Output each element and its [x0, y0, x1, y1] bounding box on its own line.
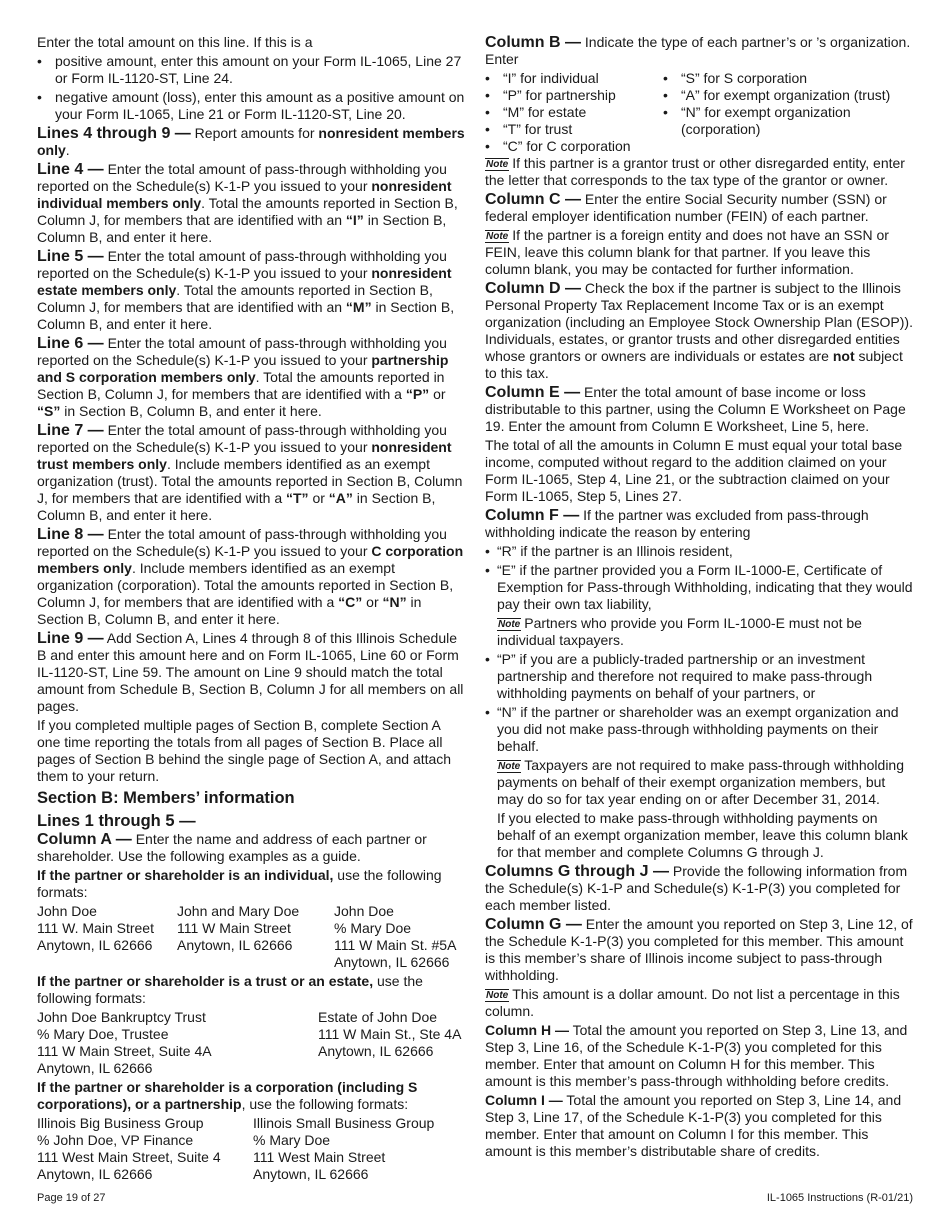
line-6-paragraph: Line 6 — Enter the total amount of pass-through withholding you reported on the Schedule(s) K-1-P you issued to your partnership and S corporation members only. Total the amounts reported in Section B, Column J, for members that are identified with a “P” or “S” in Section B, Column B, and enter it here.	[37, 335, 449, 419]
intro-text: Enter the total amount on this line. If this is a	[37, 34, 313, 50]
line-9-paragraph: Line 9 — Add Section A, Lines 4 through 8 of this Illinois Schedule B and enter this amount here and on Form IL-1065, Line 60 or Form IL-1120-ST, Line 59. The amount on Line 9 should match the total amount from Schedule B, Section B, Column J for all members on all pages.	[37, 630, 464, 714]
section-b-heading: Section B: Members’ information	[37, 789, 295, 807]
column-i-paragraph: Column I — Total the amount you reported on Step 3, Line 14, and Step 3, Line 17, of the Schedule K-1-P(3) you completed for this member. Enter that amount on Column I for this member. This amount is this member’s distributable share of credits.	[485, 1092, 902, 1159]
column-a-paragraph: Column A — Enter the name and address of each partner or shareholder. Use the following examples as a guide.	[37, 831, 427, 864]
intro-bullet-negative: • negative amount (loss), enter this amount as a positive amount on your Form IL-1065, Line 21 or Form IL-1120-ST, Line 20.	[37, 89, 465, 122]
line-5-paragraph: Line 5 — Enter the total amount of pass-through withholding you reported on the Schedule(s) K-1-P you issued to your nonresident estate members only. Total the amounts reported in Section B, Column J, for members that are identified with an “M” in Section B, Column B, and enter it here.	[37, 248, 455, 332]
note-icon: Note	[486, 231, 509, 242]
column-h-paragraph: Column H — Total the amount you reported on Step 3, Line 13, and Step 3, Line 16, of the Schedule K-1-P(3) you completed for this member. Enter that amount on Column H for this member. This amount is this member’s pass-through withholding before credits.	[485, 1022, 908, 1089]
column-e-total-paragraph: The total of all the amounts in Column E must equal your total base income, computed without regard to the addition claimed on your Form IL-1065, Step 4, Line 21, or the subtraction claimed on your Form IL-1065, Step 5, Lines 27.	[485, 437, 903, 504]
line-7-paragraph: Line 7 — Enter the total amount of pass-through withholding you reported on the Schedule(s) K-1-P you issued to your nonresident trust members only. Include members identified as an exempt organization (trust). Total the amounts reported in Section B, Column J, for members that are identified with a “T” or “A” in Section B, Column B, and enter it here.	[37, 422, 463, 523]
line-4-paragraph: Line 4 — Enter the total amount of pass-through withholding you reported on the Schedule(s) K-1-P you issued to your nonresident individual members only. Total the amounts reported in Section B, Column J, for members that are identified with an “I” in Section B, Column B, and enter it here.	[37, 161, 458, 245]
column-e-paragraph: Column E — Enter the total amount of base income or loss distributable to this partner, using the Column E Worksheet on Page 19. Enter the amount from Column E Worksheet, Line 5, here.	[485, 384, 906, 434]
column-f-bullet-e: • “E” if the partner provided you a Form IL-1000-E, Certificate of Exemption for Pass-through Withholding, indicating that they would pay their own tax liability,	[485, 562, 913, 612]
multiple-pages-paragraph: If you completed multiple pages of Section B, complete Section A one time reporting the totals from all pages of Section B. Place all pages of Section B behind the single page of Section A, and attach them to your return.	[37, 717, 452, 784]
column-b-paragraph: Column B — Indicate the type of each partner’s or ’s organization. Enter	[485, 34, 911, 67]
column-f-bullet-n: • “N” if the partner or shareholder was an exempt organization and you did not make pass-through withholding payments on their behalf.	[485, 704, 899, 754]
note-column-g: Note This amount is a dollar amount. Do not list a percentage in this column.	[485, 986, 900, 1019]
column-c-paragraph: Column C — Enter the entire Social Security number (SSN) or federal employer identification number (FEIN) of each partner.	[485, 191, 887, 224]
note-icon: Note	[486, 159, 509, 170]
corporation-examples: Illinois Big Business Group Illinois Small Business Group % John Doe, VP Finance % Mary Doe 111 West Main Street, Suite 4 111 West Main Street Anytown, IL 62666 Anytown, IL 62666	[37, 1115, 435, 1182]
column-g-paragraph: Column G — Enter the amount you reported on Step 3, Line 12, of the Schedule K-1-P(3) you completed for this member. This amount is this member’s share of Illinois income subject to pass-through withholding.	[485, 916, 913, 983]
note-icon: Note	[486, 990, 509, 1001]
intro-bullet-positive: • positive amount, enter this amount on your Form IL-1065, Line 27 or Form IL-1120-ST, Line 24.	[37, 53, 462, 86]
note-column-f-2: Note Taxpayers are not required to make pass-through withholding payments on behalf of their exempt organization members, but may do so for tax year ending on or after December 31, 2014.	[497, 757, 905, 807]
column-f-bullet-r: • “R” if the partner is an Illinois resident,	[485, 543, 733, 559]
columns-g-j-paragraph: Columns G through J — Provide the following information from the Schedule(s) K-1-P and Schedule(s) K-1-P(3) you completed for each member listed.	[485, 863, 908, 913]
individual-examples: John Doe John and Mary Doe John Doe 111 W. Main Street 111 W Main Street % Mary Doe Anytown, IL 62666 Anytown, IL 62666 111 W Main St. #5A Anytown, IL 62666	[37, 903, 457, 970]
column-f-bullet-p: • “P” if you are a publicly-traded partnership or an investment partnership and therefore not required to make pass-through withholding payments on behalf of your partners, or	[485, 651, 873, 701]
individual-intro: If the partner or shareholder is an individual, use the following formats:	[37, 867, 442, 900]
column-b-codes: • “I” for individual • “P” for partnership • “M” for estate • “T” for trust • “C” for C corporation • “S” for S corporation • “A” for exempt organization (trust) • “N” for exempt organization (corporation)	[485, 70, 891, 154]
left-column	[37, 34, 467, 1185]
note-column-b: Note If this partner is a grantor trust or other disregarded entity, enter the letter that corresponds to the tax type of the grantor or owner.	[485, 155, 905, 188]
form-identifier: IL-1065 Instructions (R-01/21)	[766, 1192, 913, 1204]
column-f-paragraph: Column F — If the partner was excluded from pass-through withholding indicate the reason by entering	[485, 507, 869, 540]
note-column-f-1: Note Partners who provide you Form IL-1000-E must not be individual taxpayers.	[497, 615, 862, 648]
lines-4-9-paragraph: Lines 4 through 9 — Report amounts for nonresident members only.	[37, 125, 465, 158]
corporation-intro: If the partner or shareholder is a corporation (including S corporations), or a partnership, use the following formats:	[37, 1079, 418, 1112]
page-number: Page 19 of 27	[37, 1192, 106, 1204]
note-column-c: Note If the partner is a foreign entity and does not have an SSN or FEIN, leave this column blank for that partner. If you leave this column blank, you may be contacted for further information.	[485, 227, 889, 277]
right-column	[485, 34, 915, 1162]
line-8-paragraph: Line 8 — Enter the total amount of pass-through withholding you reported on the Schedule(s) K-1-P you issued to your C corporation members only. Include members identified as an exempt organization (corporation). Total the amounts reported in Section B, Column J, for members that are identified with a “C” or “N” in Section B, Column B, and enter it here.	[37, 526, 464, 627]
column-d-paragraph: Column D — Check the box if the partner is subject to the Illinois Personal Property Tax Replacement Income Tax or is an exempt organization (including an Employee Stock Ownership Plan (ESOP)). Individuals, estates, or grantor trusts and other disregarded entities whose grantors or owners are individuals or estates are not subject to this tax.	[485, 280, 913, 381]
trust-examples: John Doe Bankruptcy Trust Estate of John Doe % Mary Doe, Trustee 111 W Main St., Ste 4A 111 W Main Street, Suite 4A Anytown, IL 62666 Anytown, IL 62666	[37, 1009, 462, 1076]
note-icon: Note	[498, 761, 521, 772]
note-icon: Note	[498, 619, 521, 630]
lines-1-5-heading: Lines 1 through 5 —	[37, 812, 196, 830]
column-f-elected-paragraph: If you elected to make pass-through withholding payments on behalf of an exempt organization member, leave this column blank for that member and complete Columns G through J.	[497, 810, 908, 860]
trust-intro: If the partner or shareholder is a trust or an estate, use the following formats:	[37, 973, 423, 1006]
